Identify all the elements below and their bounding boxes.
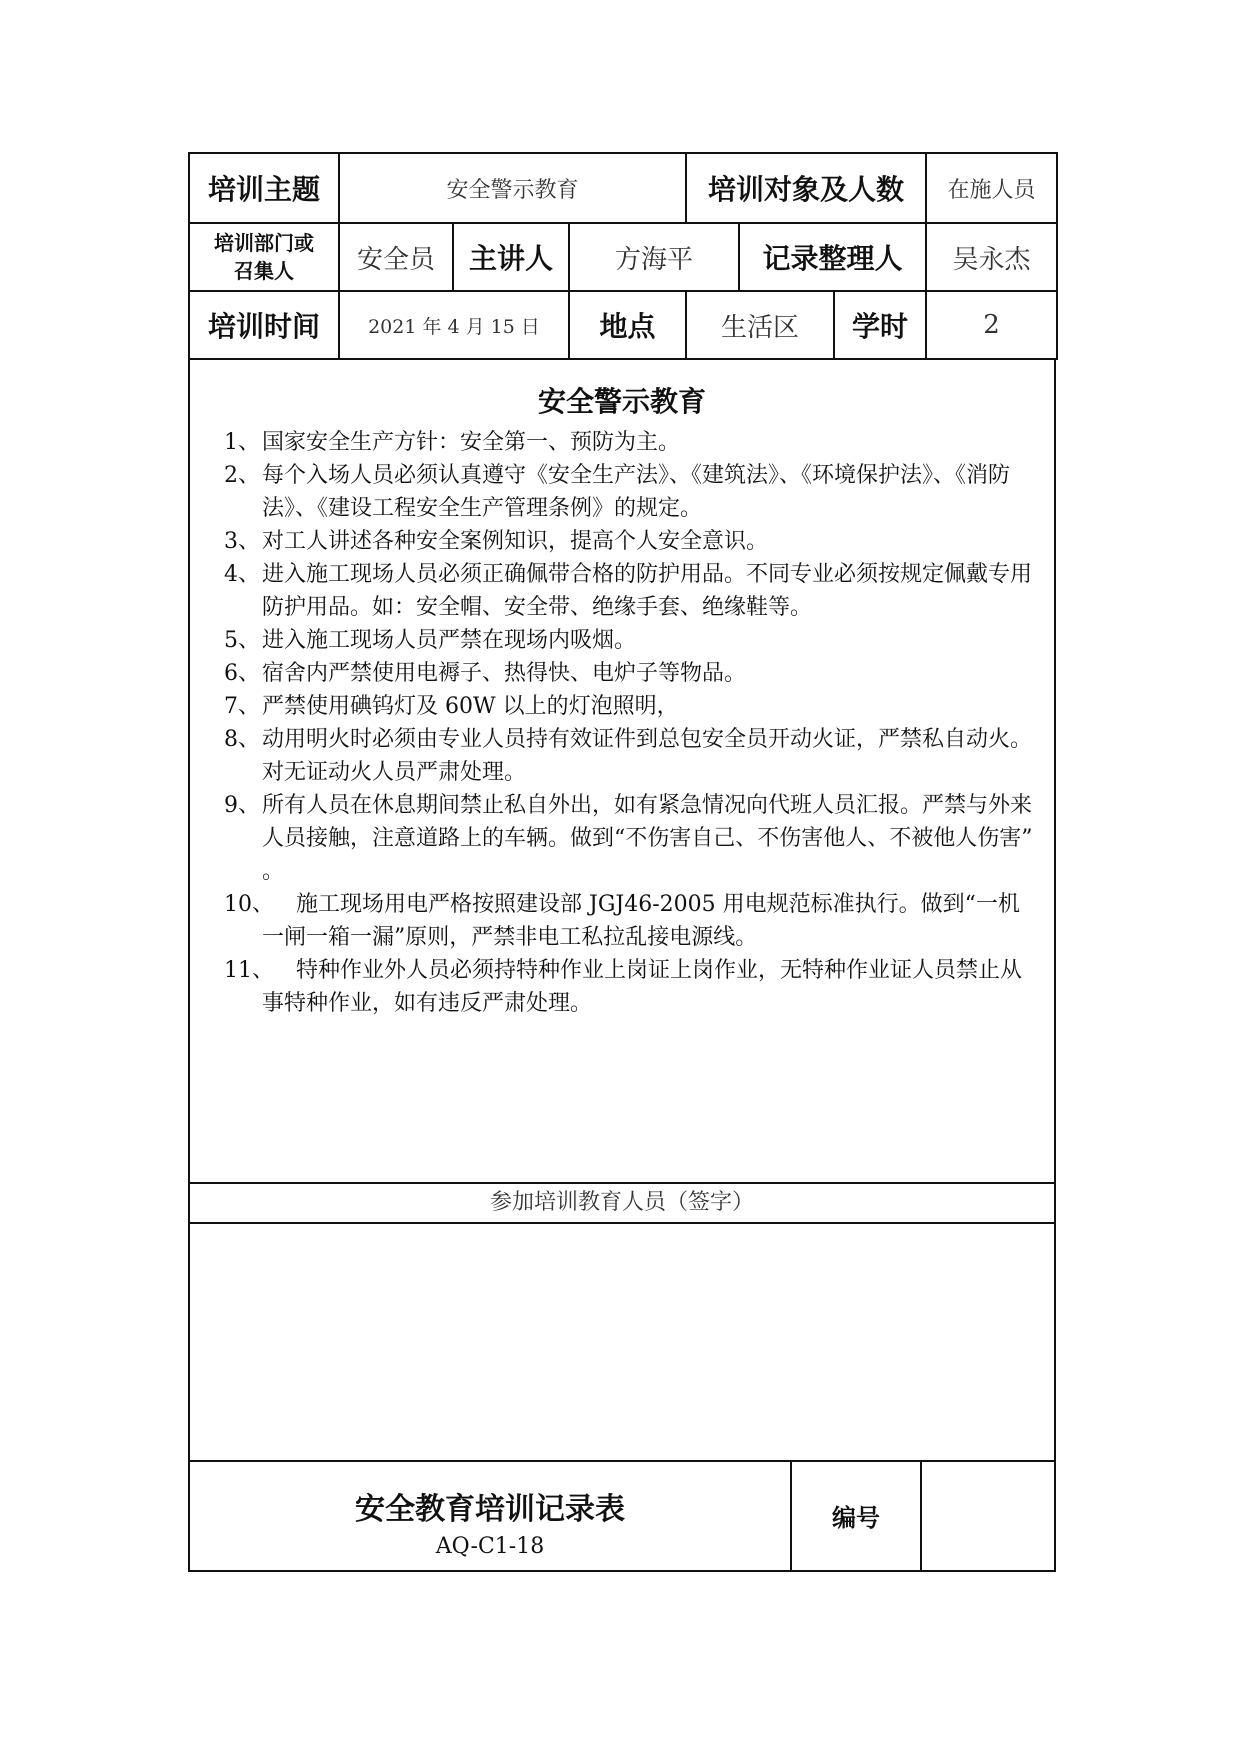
speaker-label: 主讲人 — [453, 223, 569, 291]
topic-value: 安全警示教育 — [339, 153, 686, 223]
place-label: 地点 — [569, 291, 686, 359]
hours-label: 学时 — [834, 291, 926, 359]
item-text: 动用明火时必须由专业人员持有效证件到总包安全员开动火证，严禁私自动火。对无证动火人员严肃处理。 — [262, 727, 1033, 785]
training-content — [188, 358, 1056, 1184]
time-value: 2021 年 4 月 15 日 — [339, 291, 569, 359]
signature-header: 参加培训教育人员（签字） — [188, 1182, 1056, 1224]
item-text: 每个入场人员必须认真遵守《安全生产法》、《建筑法》、《环境保护法》、《消防法》、《建设工程安全生产管理条例》的规定。 — [262, 463, 1011, 521]
item-number: 3、 — [224, 529, 260, 554]
header-table — [188, 152, 1058, 360]
list-item — [224, 525, 1034, 558]
list-item — [224, 690, 1034, 723]
item-number: 2、 — [224, 463, 260, 488]
dept-value: 安全员 — [339, 223, 453, 291]
item-text: 国家安全生产方针：安全第一、预防为主。 — [262, 430, 681, 455]
item-text: 进入施工现场人员严禁在现场内吸烟。 — [262, 628, 637, 653]
speaker-value: 方海平 — [569, 223, 739, 291]
list-item — [224, 888, 1034, 954]
list-item — [224, 426, 1034, 459]
topic-label: 培训主题 — [189, 153, 339, 223]
item-number: 1、 — [224, 430, 260, 455]
item-number: 7、 — [224, 694, 260, 719]
list-item — [224, 657, 1034, 690]
number-value-cell[interactable] — [920, 1460, 1056, 1572]
audience-label: 培训对象及人数 — [686, 153, 926, 223]
number-label: 编号 — [832, 1504, 880, 1532]
item-number: 11、 — [224, 958, 274, 983]
dept-label-text: 培训部门或召集人 — [214, 231, 314, 283]
content-title: 安全警示教育 — [537, 385, 706, 418]
list-item — [224, 789, 1034, 888]
list-item — [224, 954, 1034, 1020]
form-title-cell — [188, 1460, 792, 1572]
list-item — [224, 558, 1034, 624]
number-label-cell — [790, 1460, 922, 1572]
time-label: 培训时间 — [189, 291, 339, 359]
item-text: 对工人讲述各种安全案例知识，提高个人安全意识。 — [262, 529, 769, 554]
list-item — [224, 459, 1034, 525]
hours-value: 2 — [926, 291, 1057, 359]
item-number: 10、 — [224, 892, 274, 917]
item-number: 6、 — [224, 661, 260, 686]
item-number: 8、 — [224, 727, 260, 752]
item-text: 进入施工现场人员必须正确佩带合格的防护用品。不同专业必须按规定佩戴专用防护用品。如：安全帽、安全带、绝缘手套、绝缘鞋等。 — [262, 562, 1033, 620]
form-title: 安全教育培训记录表 — [355, 1492, 625, 1527]
item-number: 4、 — [224, 562, 260, 587]
item-number: 5、 — [224, 628, 260, 653]
list-item — [224, 624, 1034, 657]
training-record-form — [188, 152, 1056, 1572]
list-item — [224, 723, 1034, 789]
item-text: 严禁使用碘钨灯及 60W 以上的灯泡照明， — [262, 694, 679, 719]
recorder-value: 吴永杰 — [926, 223, 1057, 291]
place-value: 生活区 — [686, 291, 834, 359]
audience-value: 在施人员 — [926, 153, 1057, 223]
item-text: 特种作业外人员必须持特种作业上岗证上岗作业，无特种作业证人员禁止从事特种作业，如有违反严肃处理。 — [262, 958, 1023, 1016]
dept-label — [189, 223, 339, 291]
signature-area[interactable] — [188, 1222, 1056, 1462]
content-list — [224, 426, 1034, 1020]
recorder-label: 记录整理人 — [739, 223, 926, 291]
item-number: 9、 — [224, 793, 260, 818]
item-text: 施工现场用电严格按照建设部 JGJ46-2005 用电规范标准执行。做到“一机一闸一箱一漏”原则，严禁非电工私拉乱接电源线。 — [262, 892, 1020, 950]
item-text: 所有人员在休息期间禁止私自外出，如有紧急情况向代班人员汇报。严禁与外来人员接触，注意道路上的车辆。做到“不伤害自己、不伤害他人、不被他人伤害” 。 — [262, 793, 1033, 884]
item-text: 宿舍内严禁使用电褥子、热得快、电炉子等物品。 — [262, 661, 747, 686]
form-code: AQ-C1-18 — [435, 1534, 545, 1559]
